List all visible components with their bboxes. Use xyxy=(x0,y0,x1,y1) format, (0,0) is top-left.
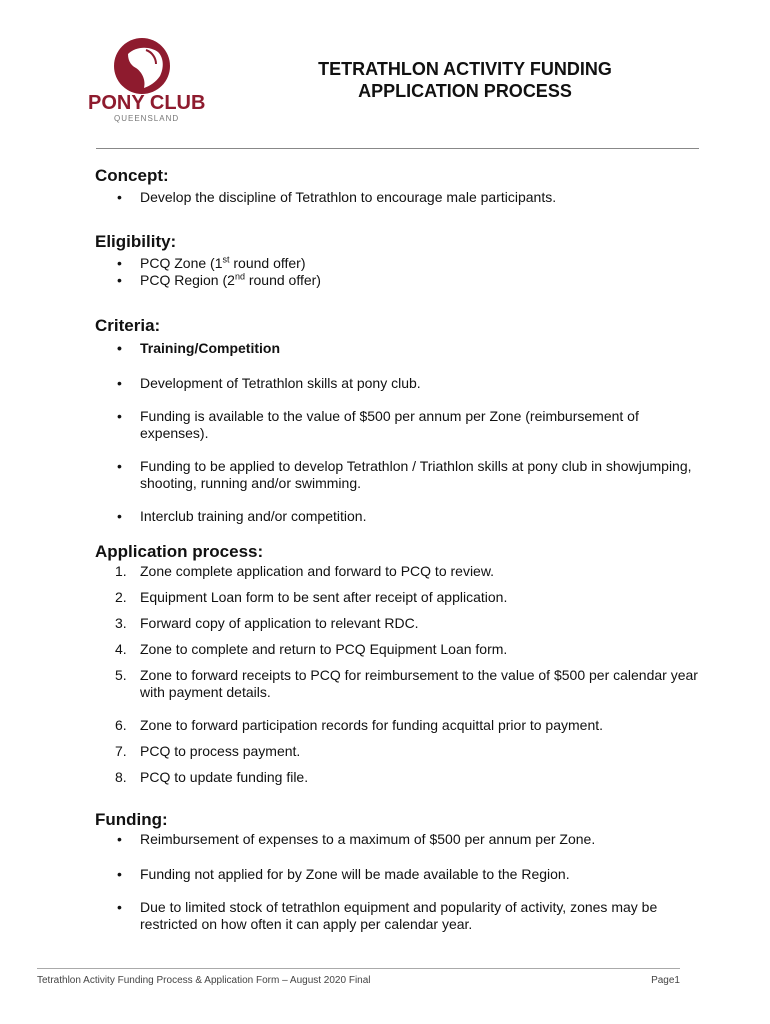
title-line-1: TETRATHLON ACTIVITY FUNDING xyxy=(318,59,612,79)
list-number: 6. xyxy=(115,717,127,733)
title-line-2: APPLICATION PROCESS xyxy=(358,81,572,101)
header-divider xyxy=(96,148,699,149)
ordinal-suffix: nd xyxy=(234,271,245,282)
list-item xyxy=(95,272,705,289)
application-list xyxy=(95,563,705,786)
list-text: Zone to forward receipts to PCQ for reimbursement to the value of $500 per calendar year with payment details. xyxy=(140,667,698,700)
list-number: 8. xyxy=(115,769,127,785)
list-item xyxy=(95,589,705,606)
page-title xyxy=(240,58,690,102)
criteria-section xyxy=(95,316,705,525)
list-text: Zone complete application and forward to PCQ to review. xyxy=(140,563,495,579)
list-item xyxy=(95,667,705,701)
list-text: PCQ to process payment. xyxy=(140,743,301,759)
list-item: • Reimbursement of expenses to a maximum of $500 per annum per Zone. xyxy=(95,831,705,848)
criteria-list xyxy=(95,340,705,525)
list-number: 3. xyxy=(115,615,127,631)
list-item: • Training/Competition xyxy=(95,340,705,357)
list-number: 4. xyxy=(115,641,127,657)
list-item: • Interclub training and/or competition. xyxy=(95,508,705,525)
list-item: • Funding not applied for by Zone will be made available to the Region. xyxy=(95,866,705,883)
list-item xyxy=(95,641,705,658)
list-text: Zone to forward participation records for funding acquittal prior to payment. xyxy=(140,717,604,733)
page-footer xyxy=(37,968,680,986)
list-number: 5. xyxy=(115,667,127,683)
list-number: 2. xyxy=(115,589,127,605)
list-item: • Development of Tetrathlon skills at pony club. xyxy=(95,375,705,392)
footer-document-title: Tetrathlon Activity Funding Process & Application Form – August 2020 Final xyxy=(37,975,371,986)
list-number: 1. xyxy=(115,563,127,579)
concept-heading: Concept: xyxy=(95,166,169,185)
eligibility-text: PCQ Zone (1 xyxy=(140,255,223,271)
funding-section xyxy=(95,810,705,933)
application-heading: Application process: xyxy=(95,542,264,561)
list-item xyxy=(95,563,705,580)
criteria-heading: Criteria: xyxy=(95,316,161,335)
eligibility-heading: Eligibility: xyxy=(95,232,177,251)
list-text: Zone to complete and return to PCQ Equipment Loan form. xyxy=(140,641,508,657)
list-text: Forward copy of application to relevant RDC. xyxy=(140,615,419,631)
eligibility-section xyxy=(95,232,705,289)
list-text: PCQ to update funding file. xyxy=(140,769,309,785)
list-item xyxy=(95,717,705,734)
concept-section xyxy=(95,166,705,206)
list-text: Equipment Loan form to be sent after receipt of application. xyxy=(140,589,508,605)
list-number: 7. xyxy=(115,743,127,759)
list-item xyxy=(95,255,705,272)
logo-region: QUEENSLAND xyxy=(114,114,180,123)
list-item xyxy=(95,615,705,632)
page-number: Page1 xyxy=(651,975,680,986)
logo-name: PONY CLUB xyxy=(88,92,206,114)
eligibility-text: round offer) xyxy=(229,255,306,271)
eligibility-text: PCQ Region (2 xyxy=(140,272,235,288)
list-item xyxy=(95,769,705,786)
application-section xyxy=(95,542,705,786)
eligibility-list xyxy=(95,255,705,289)
list-item xyxy=(95,743,705,760)
eligibility-text: round offer) xyxy=(244,272,321,288)
list-item: • Due to limited stock of tetrathlon equipment and popularity of activity, zones may be restricted on how often it can apply per calendar year. xyxy=(95,899,705,933)
funding-heading: Funding: xyxy=(95,810,168,829)
list-item: • Funding is available to the value of $500 per annum per Zone (reimbursement of expenses). xyxy=(95,408,705,442)
list-item: • Develop the discipline of Tetrathlon to encourage male participants. xyxy=(95,189,705,206)
ordinal-suffix: st xyxy=(222,254,230,265)
list-item: • Funding to be applied to develop Tetrathlon / Triathlon skills at pony club in showjumping, shooting, running and/or swimming. xyxy=(95,458,705,492)
concept-list xyxy=(95,189,705,206)
funding-list xyxy=(95,831,705,933)
